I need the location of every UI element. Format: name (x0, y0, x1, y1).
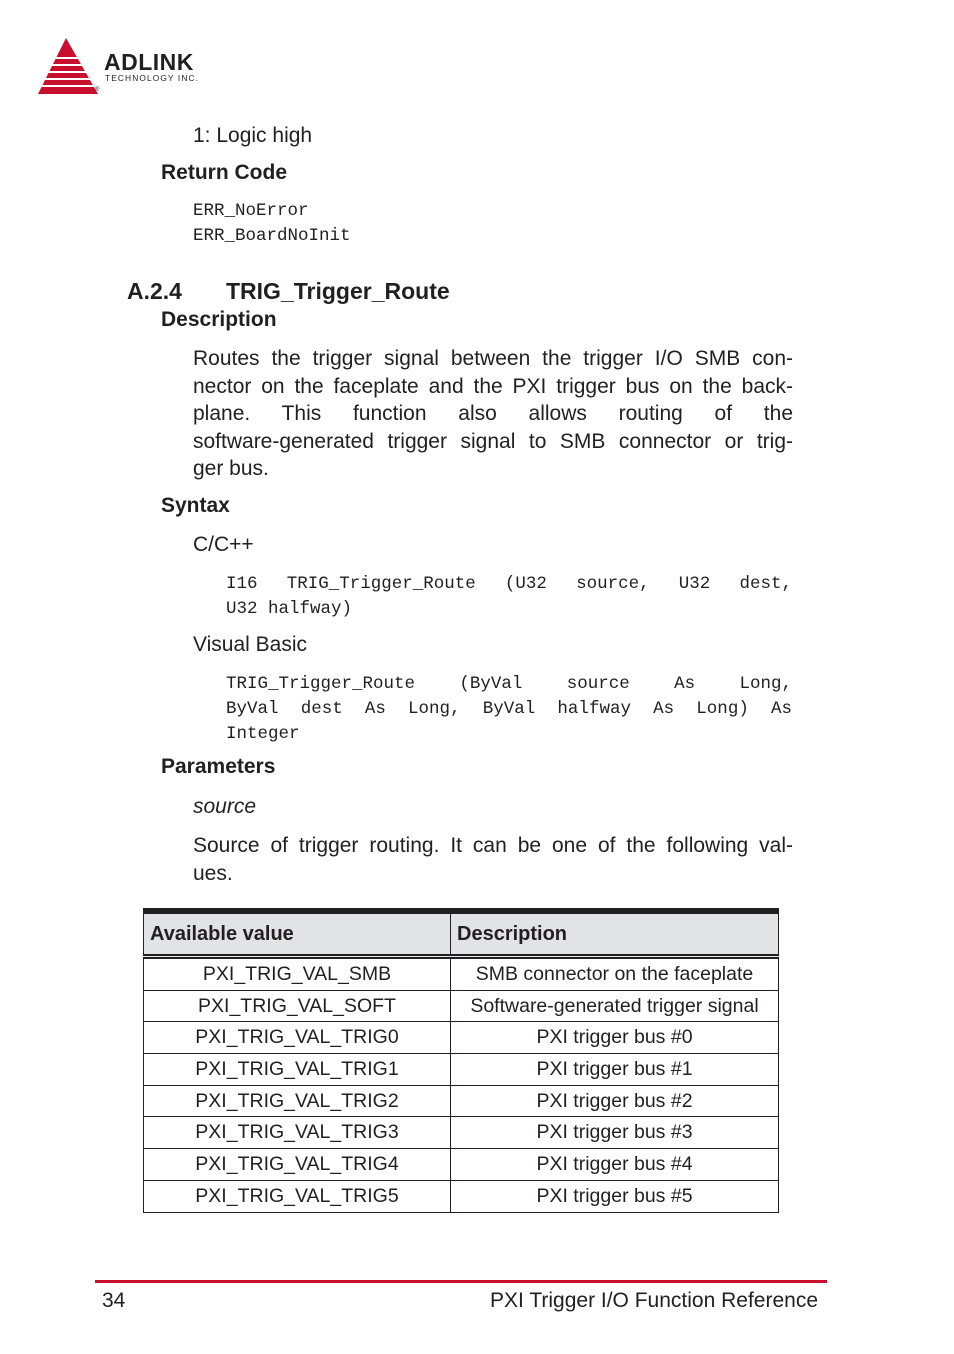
adlink-logo (38, 36, 238, 102)
logo-wordmark: ADLINK (104, 49, 194, 75)
return-code-list (193, 199, 351, 249)
table-row (144, 1117, 779, 1149)
vb-code-block (226, 672, 792, 747)
table-cell-description: PXI trigger bus #0 (451, 1022, 779, 1054)
table-row (144, 957, 779, 991)
param-description-line: ues. (193, 861, 233, 885)
section-title: TRIG_Trigger_Route (226, 278, 450, 304)
param-name: source (193, 795, 257, 818)
code-line: Integer (226, 724, 300, 744)
description-heading: Description (161, 308, 277, 331)
return-code-item: ERR_BoardNoInit (193, 226, 351, 246)
table-row (144, 1054, 779, 1086)
param-description (193, 832, 793, 887)
code-line: ByVal dest As Long, ByVal halfway As Long) As (226, 699, 792, 719)
table-cell-description: PXI trigger bus #5 (451, 1180, 779, 1212)
table-cell-value: PXI_TRIG_VAL_SOFT (144, 990, 451, 1022)
description-line: software-generated trigger signal to SMB connector or trig- (193, 429, 793, 453)
footer-rule (95, 1280, 827, 1283)
table-header-cell: Available value (144, 911, 451, 957)
return-code-heading: Return Code (161, 161, 287, 184)
description-line: plane. This function also allows routing of the (193, 402, 793, 425)
syntax-heading: Syntax (161, 494, 230, 517)
vb-label: Visual Basic (193, 633, 308, 656)
logo-registered-mark: ® (95, 87, 100, 93)
table-cell-value: PXI_TRIG_VAL_TRIG5 (144, 1180, 451, 1212)
table-cell-description: SMB connector on the faceplate (451, 957, 779, 991)
description-paragraph (193, 345, 793, 483)
table-header-cell: Description (451, 911, 779, 957)
table-cell-value: PXI_TRIG_VAL_TRIG2 (144, 1085, 451, 1117)
table-cell-value: PXI_TRIG_VAL_TRIG0 (144, 1022, 451, 1054)
description-line: Routes the trigger signal between the trigger I/O SMB con- (193, 347, 793, 370)
table-cell-value: PXI_TRIG_VAL_TRIG3 (144, 1117, 451, 1149)
logo-subtitle: TECHNOLOGY INC. (105, 73, 200, 83)
page-number: 34 (102, 1289, 126, 1312)
cpp-label: C/C++ (193, 533, 254, 556)
table-cell-value: PXI_TRIG_VAL_TRIG1 (144, 1054, 451, 1086)
description-line: ger bus. (193, 457, 269, 480)
table-cell-description: PXI trigger bus #1 (451, 1054, 779, 1086)
table-cell-value: PXI_TRIG_VAL_TRIG4 (144, 1149, 451, 1181)
table-row (144, 1022, 779, 1054)
table-row (144, 1149, 779, 1181)
table-row (144, 1085, 779, 1117)
section-number: A.2.4 (127, 278, 182, 304)
code-line: I16 TRIG_Trigger_Route (U32 source, U32 dest, (226, 574, 792, 594)
parameters-heading: Parameters (161, 755, 276, 778)
footer-chapter-title: PXI Trigger I/O Function Reference (490, 1289, 818, 1312)
code-line: U32 halfway) (226, 599, 353, 619)
table-cell-value: PXI_TRIG_VAL_SMB (144, 957, 451, 991)
table-row (144, 990, 779, 1022)
param-description-line: Source of trigger routing. It can be one of the following val- (193, 834, 793, 857)
table-cell-description: PXI trigger bus #3 (451, 1117, 779, 1149)
code-line: TRIG_Trigger_Route (ByVal source As Long, (226, 674, 792, 694)
table-cell-description: Software-generated trigger signal (451, 990, 779, 1022)
logic-high-value: 1: Logic high (193, 124, 313, 147)
table-cell-description: PXI trigger bus #4 (451, 1149, 779, 1181)
return-code-item: ERR_NoError (193, 201, 309, 221)
source-values-table (143, 908, 779, 1213)
description-line: nector on the faceplate and the PXI trigger bus on the back- (193, 374, 793, 398)
table-row (144, 1180, 779, 1212)
logo-triangle-icon (38, 36, 102, 100)
cpp-code-block (226, 572, 792, 622)
table-header-row (144, 911, 779, 957)
table-cell-description: PXI trigger bus #2 (451, 1085, 779, 1117)
